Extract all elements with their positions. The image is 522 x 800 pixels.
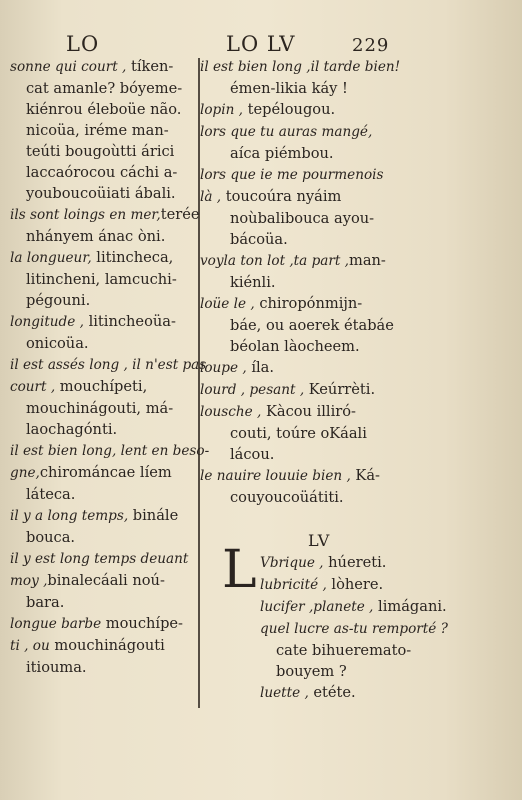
carib-term: nhányem ánac òni. <box>26 228 166 245</box>
dictionary-line <box>260 552 510 574</box>
dictionary-line <box>10 419 200 440</box>
dictionary-line <box>10 269 200 290</box>
carib-term: aíca piémbou. <box>230 145 334 162</box>
dictionary-line <box>10 78 200 99</box>
dictionary-line <box>200 401 510 423</box>
dictionary-line <box>10 505 200 527</box>
carib-term: nicoüa, iréme man- <box>26 122 169 139</box>
french-term: voyla ton lot ,ta part , <box>200 253 349 269</box>
dictionary-line <box>10 120 200 141</box>
dictionary-line <box>200 336 510 357</box>
dictionary-line <box>200 208 510 229</box>
drop-cap: L <box>222 540 257 600</box>
french-term: gne, <box>10 465 40 481</box>
french-term: il est bien long, lent en beso- <box>10 443 210 459</box>
dictionary-line <box>200 444 510 465</box>
dictionary-line <box>260 618 510 640</box>
dictionary-line <box>10 613 200 635</box>
dictionary-line <box>200 186 510 208</box>
page-number: 229 <box>352 35 390 56</box>
french-term: ti , ou <box>10 638 50 654</box>
carib-term: laochagónti. <box>26 421 118 438</box>
carib-term: man- <box>348 252 386 269</box>
carib-term: binále <box>128 507 179 524</box>
dictionary-line <box>200 293 510 315</box>
dictionary-line <box>200 379 510 401</box>
dictionary-line <box>10 204 200 226</box>
dictionary-line <box>10 484 200 505</box>
carib-term: tepélougou. <box>242 101 336 118</box>
dictionary-line <box>260 574 510 596</box>
carib-term: cat amanle? bóyeme- <box>26 80 183 97</box>
carib-term: húereti. <box>323 554 387 571</box>
carib-term: pégouni. <box>26 292 91 309</box>
running-head-left: LO <box>66 32 100 56</box>
french-term: Vbrique , <box>260 555 324 571</box>
dictionary-line <box>200 357 510 379</box>
french-term: il est assés long , il n'est pas <box>10 357 207 373</box>
dictionary-line <box>200 99 510 121</box>
french-term: moy , <box>10 573 48 589</box>
dictionary-line <box>260 661 510 682</box>
carib-term: íla. <box>246 359 275 376</box>
carib-term: terée <box>160 206 200 223</box>
carib-term: lácou. <box>230 446 275 463</box>
french-term: lubricité , <box>260 577 327 593</box>
carib-term: etéte. <box>308 684 356 701</box>
carib-term: youboucoüiati ábali. <box>26 185 176 202</box>
dictionary-line <box>10 570 200 592</box>
carib-term: báe, ou aoerek étabáe <box>230 317 394 334</box>
carib-term: laccaórocou cáchi a- <box>26 164 178 181</box>
carib-term: lòhere. <box>326 576 384 593</box>
section-entries <box>260 552 510 704</box>
french-term: lousche , <box>200 404 262 420</box>
dictionary-line <box>200 250 510 272</box>
french-term: il est bien long ,il tarde bien! <box>200 59 401 75</box>
carib-term: mouchinágouti <box>49 637 165 654</box>
right-column <box>200 56 510 508</box>
carib-term: noùbalibouca ayou- <box>230 210 375 227</box>
dictionary-line <box>10 183 200 204</box>
dictionary-line <box>260 596 510 618</box>
carib-term: bouyem ? <box>276 663 347 680</box>
dictionary-line <box>200 423 510 444</box>
french-term: le nauire louuie bien , <box>200 468 351 484</box>
dictionary-line <box>10 635 200 657</box>
left-column <box>10 56 210 678</box>
carib-term: Ká- <box>350 467 380 484</box>
dictionary-line <box>200 121 510 143</box>
carib-term: couti, toúre oKáali <box>230 425 367 442</box>
carib-term: bara. <box>26 594 65 611</box>
running-head-center: LO LV <box>226 32 296 56</box>
french-term: luette , <box>260 685 309 701</box>
french-term: lors que tu auras mangé, <box>200 124 373 140</box>
carib-term: chiropónmijn- <box>254 295 363 312</box>
carib-term: bouca. <box>26 529 76 546</box>
dictionary-line <box>200 315 510 336</box>
french-term: il y est long temps deuant <box>10 551 189 567</box>
dictionary-line <box>200 229 510 250</box>
carib-term: tíken- <box>126 58 174 75</box>
dictionary-line <box>200 143 510 164</box>
carib-term: litincheoüa- <box>83 313 176 330</box>
french-term: lopin , <box>200 102 243 118</box>
dictionary-line <box>260 682 510 704</box>
carib-term: bácoüa. <box>230 231 288 248</box>
french-term: quel lucre as-tu remporté ? <box>260 621 448 637</box>
french-term: longue barbe <box>10 616 102 632</box>
carib-term: binalecáali noú- <box>47 572 165 589</box>
dictionary-line <box>260 640 510 661</box>
dictionary-line <box>10 99 200 120</box>
carib-term: émen-likia káy ! <box>230 80 348 97</box>
carib-term: chirománcae líem <box>39 464 172 481</box>
carib-term: kiénrou éleboüe não. <box>26 101 182 118</box>
carib-term: limágani. <box>373 598 447 615</box>
dictionary-line <box>10 398 200 419</box>
dictionary-line <box>10 247 200 269</box>
french-term: loupe , <box>200 360 247 376</box>
dictionary-line <box>10 440 210 462</box>
french-term: là , <box>200 189 222 205</box>
dictionary-line <box>10 376 200 398</box>
dictionary-line <box>200 78 510 99</box>
dictionary-line <box>10 162 200 183</box>
carib-term: mouchinágouti, má- <box>26 400 174 417</box>
french-term: sonne qui court , <box>10 59 127 75</box>
carib-term: cate bihueremato- <box>276 642 412 659</box>
carib-term: mouchípe- <box>101 615 183 632</box>
carib-term: litincheni, lamcuchi- <box>26 271 177 288</box>
dictionary-line <box>10 527 200 548</box>
dictionary-line <box>10 354 207 376</box>
french-term: la longueur, <box>10 250 92 266</box>
carib-term: láteca. <box>26 486 76 503</box>
french-term: il y a long temps, <box>10 508 129 524</box>
dictionary-line <box>200 272 510 293</box>
carib-term: onicoüa. <box>26 335 89 352</box>
dictionary-line <box>10 226 200 247</box>
carib-term: Keúrrèti. <box>304 381 376 398</box>
carib-term: béolan làocheem. <box>230 338 360 355</box>
carib-term: Kàcou illiró- <box>261 403 356 420</box>
dictionary-line <box>200 56 510 78</box>
carib-term: litincheca, <box>91 249 174 266</box>
carib-term: couyoucoüátiti. <box>230 489 344 506</box>
dictionary-line <box>10 141 200 162</box>
french-term: court , <box>10 379 56 395</box>
dictionary-line <box>10 290 200 311</box>
dictionary-line <box>200 487 510 508</box>
french-term: lors que ie me pourmenois <box>200 167 384 183</box>
dictionary-line <box>200 164 510 186</box>
french-term: ils sont loings en mer, <box>10 207 161 223</box>
dictionary-line <box>10 462 200 484</box>
dictionary-line <box>10 333 200 354</box>
dictionary-line <box>10 592 200 613</box>
dictionary-line <box>10 56 200 78</box>
french-term: loüe le , <box>200 296 255 312</box>
dictionary-line <box>200 465 510 487</box>
french-term: lucifer ,planete , <box>260 599 374 615</box>
french-term: lourd , pesant , <box>200 382 305 398</box>
carib-term: itiouma. <box>26 659 87 676</box>
french-term: longitude , <box>10 314 84 330</box>
carib-term: toucoúra nyáim <box>221 188 342 205</box>
dictionary-line <box>10 548 200 570</box>
carib-term: teúti bougoùtti árici <box>26 143 175 160</box>
section-heading: LV <box>308 531 331 550</box>
dictionary-line <box>10 311 200 333</box>
carib-term: kiénli. <box>230 274 276 291</box>
dictionary-line <box>10 657 200 678</box>
carib-term: mouchípeti, <box>55 378 148 395</box>
